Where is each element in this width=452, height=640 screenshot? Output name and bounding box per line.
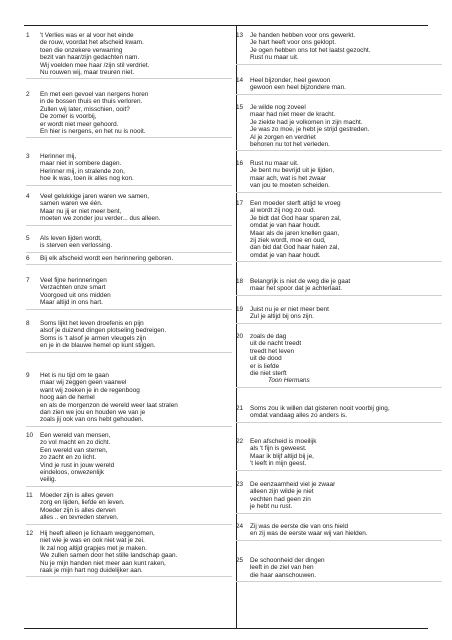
verse-text	[40, 91, 232, 135]
verse-line: toen die onzekere verwarring	[40, 46, 123, 54]
verse-line: En hier is nergens, en het nu is nooit.	[40, 128, 146, 136]
verse-line: Maar als de jaren knellen gaan,	[250, 229, 340, 237]
verse-line: in de bossen thuis en thuis verloren.	[40, 98, 143, 106]
verse-entry	[236, 557, 442, 582]
bottom-rule	[24, 628, 428, 629]
verse-number: 8	[26, 320, 30, 327]
verse-number: 23	[236, 481, 244, 488]
verse-line: Herinner mij, in stralende zon,	[40, 167, 125, 175]
verse-line: Je bidt dat God haar sparen zal,	[250, 214, 341, 222]
verse-number: 12	[26, 530, 34, 537]
verse-text	[250, 278, 442, 293]
verse-text	[250, 333, 442, 385]
verse-line: zij ziek wordt, moe en oud,	[250, 237, 326, 245]
verse-line: Veel fijne herinneringen	[40, 277, 107, 284]
verse-text	[40, 277, 232, 307]
verse-line: van jou te moeten scheiden.	[250, 182, 330, 190]
verse-entry	[26, 320, 232, 353]
verse-line: Soms zou ik willen dat gisteren nooit voorbij ging,	[250, 405, 390, 412]
verse-line: zoals de dag	[250, 333, 287, 340]
verse-line: uit de nacht treedt	[250, 340, 302, 348]
verse-line: Moeder zijn is alles derven	[40, 506, 116, 514]
verse-line: maar wij zeggen geen vaarwel	[40, 379, 127, 387]
verse-line: Het is nu tijd om te gaan	[40, 372, 109, 379]
verse-line: De zomer is voorbij,	[40, 113, 97, 121]
verse-line: zo zacht en zo licht.	[40, 454, 97, 462]
verse-entry	[236, 306, 442, 324]
verse-line: er is liefde	[250, 362, 280, 370]
verse-line: Moeder zijn is alles geven	[40, 492, 114, 499]
verse-line: want wij zoeken je in de regenboog	[40, 386, 140, 394]
verse-text	[40, 492, 232, 522]
verse-line: veilig.	[40, 476, 57, 484]
verse-line: De schoonheid der dingen	[250, 557, 325, 564]
verse-entry	[26, 277, 232, 310]
verse-number: 24	[236, 523, 244, 530]
verse-line: Je bent nu bevrijd uit je lijden,	[250, 167, 335, 175]
verse-line: Verzachten onze smart	[40, 284, 106, 292]
verse-text	[250, 32, 442, 62]
verse-text	[250, 523, 442, 538]
verse-line: 't Verlies was er al voor het einde	[40, 32, 134, 39]
verse-line: Soms lijkt het leven droefenis en pijn	[40, 320, 144, 327]
verse-number: 3	[26, 153, 30, 160]
verse-number: 7	[26, 277, 30, 284]
verse-line: Je wilde nog zoveel	[250, 104, 306, 111]
verse-entry	[26, 432, 232, 487]
verse-line: samen waren we één.	[40, 200, 103, 208]
verse-line: dan bid dat God haar halen zal,	[250, 244, 340, 252]
verse-line: Je handen hebben voor ons gewerkt.	[250, 32, 356, 39]
verse-line: Heel bijzonder, heel gewoon	[250, 77, 331, 84]
verse-line: de rouw, voordat het afscheid kwam.	[40, 39, 144, 47]
verse-line: bezit van haar/zijn gedachten nam.	[40, 54, 140, 62]
verse-text	[250, 104, 442, 148]
verse-line: moeten we zonder jou verder... dus alleen.	[40, 215, 161, 223]
verse-line: Voorgoed uit ons midden	[40, 291, 111, 299]
verse-text	[250, 481, 442, 511]
verse-number: 13	[236, 32, 244, 39]
verse-credit: Toon Hermans	[268, 377, 310, 385]
verse-entry	[236, 77, 442, 95]
verse-text	[250, 438, 442, 468]
verse-entry	[236, 523, 442, 541]
verse-line: Je ogen hebben ons tot het laatst gezocht.	[250, 46, 371, 54]
verse-entry	[236, 104, 442, 151]
verse-number: 11	[26, 492, 33, 499]
verse-line: treedt het leven	[250, 347, 295, 355]
verse-text	[40, 32, 232, 76]
verse-line: Nu rouwen wij, maar treuren niet.	[40, 69, 135, 77]
verse-line: We zullen samen door het stille landschap gaan.	[40, 552, 178, 560]
verse-line: Je was zo moe, je hebt je strijd gestreden.	[250, 126, 370, 134]
verse-line: je hebt nu rust.	[250, 503, 293, 511]
verse-line: Al je zorgen en verdriet	[250, 133, 316, 141]
verse-line: eindeloos, onwezenlijk	[40, 469, 104, 477]
verse-number: 2	[26, 91, 30, 98]
verse-line: raak je mijn hart nog duidelijker aan.	[40, 567, 143, 575]
verse-entry	[26, 32, 232, 79]
verse-text	[40, 193, 232, 223]
verse-line: maar ach, wat is het zwaar	[250, 174, 327, 182]
verse-number: 14	[236, 77, 244, 84]
verse-line: Rust nu maar uit.	[250, 160, 299, 167]
verse-line: alleen zijn wilde je niet	[250, 488, 314, 496]
verse-number: 5	[26, 235, 30, 242]
verse-number: 25	[236, 557, 244, 564]
verse-line: Hij heeft alleen je lichaam weggenomen,	[40, 530, 155, 537]
verse-line: Een moeder sterft altijd te vroeg	[250, 200, 341, 207]
verse-entry	[236, 405, 442, 423]
verse-text	[40, 255, 232, 262]
verse-line: Zul je altijd bij ons zijn.	[250, 313, 314, 321]
verse-line: leeft in de ziel van hen	[250, 564, 314, 572]
verse-line: omdat je van haar houdt.	[250, 251, 321, 259]
verse-line: Belangrijk is niet de weg die je gaat	[250, 278, 351, 285]
verse-entry	[26, 530, 232, 577]
verse-entry	[236, 333, 442, 388]
verse-line: Veel gelukkige jaren waren we samen,	[40, 193, 150, 200]
verse-entry	[26, 235, 232, 253]
verse-line: Herinner mij,	[40, 153, 77, 160]
verse-line: Zij was de eerste die van ons hield	[250, 523, 349, 530]
verse-text	[250, 160, 442, 190]
verse-line: maar niet in sombere dagen.	[40, 160, 122, 168]
verse-number: 15	[236, 104, 244, 111]
verse-number: 21	[236, 405, 244, 412]
verse-line: vechten had geen zin	[250, 495, 311, 503]
verse-line: Maar altijd in ons hart.	[40, 299, 103, 307]
verse-line: Je hart heeft voor ons geklopt.	[250, 39, 336, 47]
verse-number: 18	[236, 278, 244, 285]
verse-line: Bij elk afscheid wordt een herinnering geboren.	[40, 255, 174, 262]
verse-line: Een afscheid is moeilijk	[250, 438, 317, 445]
verse-number: 4	[26, 193, 30, 200]
verse-line: Maar nu jij er niet meer bent,	[40, 207, 122, 215]
verse-line: hoog aan de hemel	[40, 394, 95, 402]
verse-entry	[236, 32, 442, 65]
verse-number: 22	[236, 438, 244, 445]
verse-number: 1	[26, 32, 30, 39]
verse-line: uit de dood	[250, 355, 282, 363]
verse-line: er wordt niet meer gehoord.	[40, 120, 119, 128]
verse-text	[40, 432, 232, 484]
verse-line: Wij voelden mee haar /zijn stil verdriet.	[40, 61, 150, 69]
verse-entry	[26, 193, 232, 226]
verse-line: alsof je duizend dingen plotseling bedreigen.	[40, 327, 167, 335]
verse-line: Maar ik blijf altijd bij je,	[250, 452, 314, 460]
verse-line: 't leeft in mijn geest.	[250, 460, 307, 468]
verse-line: en zij was de eerste waar wij van hielden.	[250, 530, 368, 538]
verse-line: maar het spoor dat je achterlaat.	[250, 285, 343, 293]
verse-line: en je in de blauwe hemel op kunt stijgen.	[40, 342, 156, 350]
verse-entry	[236, 481, 442, 514]
verse-text	[40, 320, 232, 350]
verse-line: gewoon een heel bijzondere man.	[250, 84, 346, 92]
verse-number: 16	[236, 160, 244, 167]
verse-entry	[236, 200, 442, 262]
verse-line: Juist nu je er niet meer bent	[250, 306, 329, 313]
verse-line: Als leven lijden wordt,	[40, 235, 102, 242]
verse-line: als 't fijn is geweest.	[250, 445, 307, 453]
verse-number: 9	[26, 372, 30, 379]
verse-text	[250, 405, 442, 420]
verse-entry	[26, 153, 232, 186]
verse-entry	[26, 91, 232, 138]
verse-line: behoren nu tot het verleden.	[250, 141, 330, 149]
verse-number: 20	[236, 333, 244, 340]
verse-line: Je ziekte had je volkomen in zijn macht.	[250, 118, 363, 126]
verse-line: Ik zal nog altijd grapjes met je maken.	[40, 544, 147, 552]
verse-line: En met een gevoel van nergens horen	[40, 91, 149, 98]
verse-line: zorg en lijden, liefde en leven.	[40, 499, 125, 507]
verse-line: Zullen wij later, misschien, ooit?	[40, 105, 130, 113]
verse-line: die niet sterft	[250, 370, 287, 378]
verse-entry	[236, 160, 442, 193]
verse-number: 17	[236, 200, 244, 207]
verse-line: zoals jij ook van ons hebt gehouden.	[40, 416, 144, 424]
verse-entry	[236, 278, 442, 296]
verse-line: Een wereld van sterren,	[40, 446, 108, 454]
verse-line: niet wie je was en ook niet wat je zei.	[40, 537, 145, 545]
verse-line: alles .. en tevreden sterven.	[40, 514, 119, 522]
verse-line: Nu je mijn handen niet meer aan kunt raken,	[40, 559, 166, 567]
verse-line: Vind je rust in jouw wereld	[40, 461, 115, 469]
verse-entry	[26, 255, 232, 265]
verse-line: Soms is 't alsof je armen vleugels zijn	[40, 334, 146, 342]
verse-number: 6	[26, 255, 30, 262]
verse-line: omdat je van haar houdt.	[250, 222, 321, 230]
verse-line: Rust nu maar uit.	[250, 54, 299, 62]
verse-text	[40, 235, 232, 250]
verse-line: die haar aanschouwen.	[250, 571, 317, 579]
top-rule	[24, 25, 428, 26]
verse-line: De eenzaamheid viel je zwaar	[250, 481, 336, 488]
verse-text	[250, 557, 442, 579]
verse-text	[40, 530, 232, 574]
verse-entry	[26, 372, 232, 427]
verse-number: 19	[236, 306, 244, 313]
verse-line: zo vol macht en zo dicht.	[40, 439, 111, 447]
verse-text	[40, 153, 232, 183]
verse-line: maar had niet meer de kracht.	[250, 111, 336, 119]
verse-text	[250, 306, 442, 321]
verse-line: al wordt zij nog zo oud.	[250, 207, 316, 215]
verse-entry	[26, 492, 232, 525]
verse-text	[40, 372, 232, 424]
verse-text	[250, 77, 442, 92]
verse-line: hoe ik was, toen ik alles nog kon.	[40, 175, 134, 183]
verse-line: is sterven een verlossing.	[40, 242, 113, 250]
verse-line: dan zien we jou en houden we van je	[40, 409, 146, 417]
verse-entry	[236, 438, 442, 471]
verse-line: omdat vandaag alles zo anders is.	[250, 412, 347, 420]
verse-line: Een wereld van mensen,	[40, 432, 111, 439]
verse-line: en als de morgenzon de wereld weer laat stralen	[40, 401, 178, 409]
verse-text	[250, 200, 442, 259]
verse-number: 10	[26, 432, 34, 439]
